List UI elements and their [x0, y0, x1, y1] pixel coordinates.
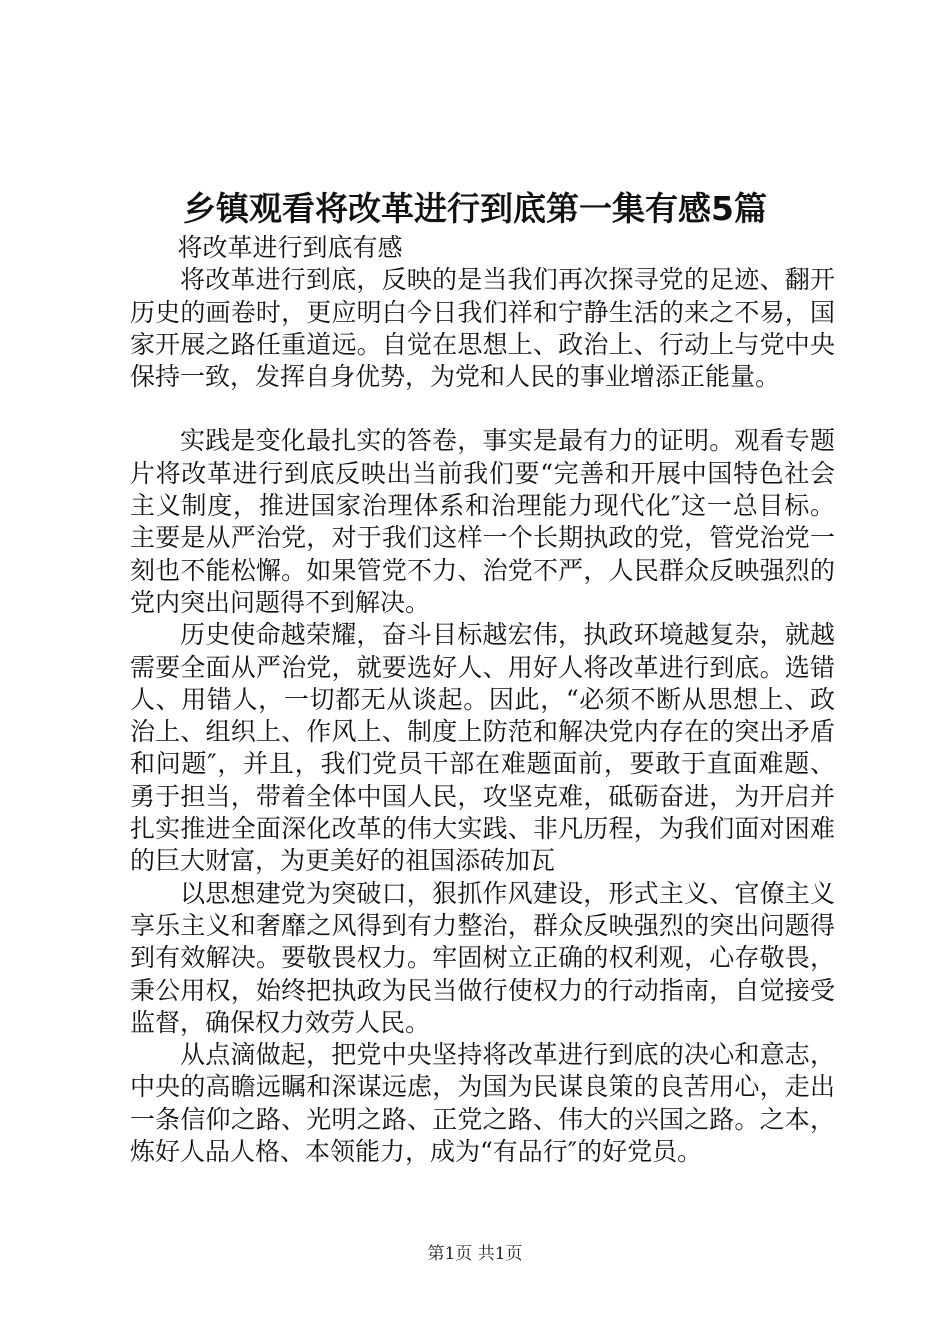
paragraph-2: 实践是变化最扎实的答卷，事实是最有力的证明。观看专题片将改革进行到底反映出当前我们要“完善和开展中国特色社会主义制度，推进国家治理体系和治理能力现代化″这一总目标。主要是从严治党，对于我们这样一个长期执政的党，管党治党一刻也不能松懈。如果管党不力、治党不严，人民群众反映强烈的党内突出问题得不到解决。	[130, 426, 835, 617]
document-body	[130, 232, 835, 1168]
paragraph-5: 从点滴做起，把党中央坚持将改革进行到底的决心和意志，中央的高瞻远瞩和深谋远虑，为国为民谋良策的良苦用心，走出一条信仰之路、光明之路、正党之路、伟大的兴国之路。之本，炼好人品人格、本领能力，成为“有品行″的好党员。	[130, 1040, 835, 1167]
paragraph-3: 历史使命越荣耀，奋斗目标越宏伟，执政环境越复杂，就越需要全面从严治党，就要选好人、用好人将改革进行到底。选错人、用错人，一切都无从谈起。因此，“必须不断从思想上、政治上、组织上、作风上、制度上防范和解决党内存在的突出矛盾和问题″，并且，我们党员干部在难题面前，要敢于直面难题、勇于担当，带着全体中国人民，攻坚克难，砥砺奋进，为开启并扎实推进全面深化改革的伟大实践、非凡历程，为我们面对困难的巨大财富，为更美好的祖国添砖加瓦	[130, 620, 835, 876]
page-footer: 第1页 共1页	[427, 1244, 523, 1264]
paragraph-4: 以思想建党为突破口，狠抓作风建设，形式主义、官僚主义享乐主义和奢靡之风得到有力整治，群众反映强烈的突出问题得到有效解决。要敬畏权力。牢固树立正确的权利观，心存敬畏，秉公用权，始终把执政为民当做行使权力的行动指南，自觉接受监督，确保权力效劳人民。	[130, 878, 835, 1037]
paragraph-1: 将改革进行到底，反映的是当我们再次探寻党的足迹、翻开历史的画卷时，更应明白今日我们祥和宁静生活的来之不易，国家开展之路任重道远。自觉在思想上、政治上、行动上与党中央保持一致，发挥自身优势，为党和人民的事业增添正能量。	[130, 265, 835, 392]
document-subtitle: 将改革进行到底有感	[177, 233, 403, 262]
document-title: 乡镇观看将改革进行到底第一集有感5篇	[183, 189, 767, 228]
paragraph-gap	[130, 393, 835, 425]
